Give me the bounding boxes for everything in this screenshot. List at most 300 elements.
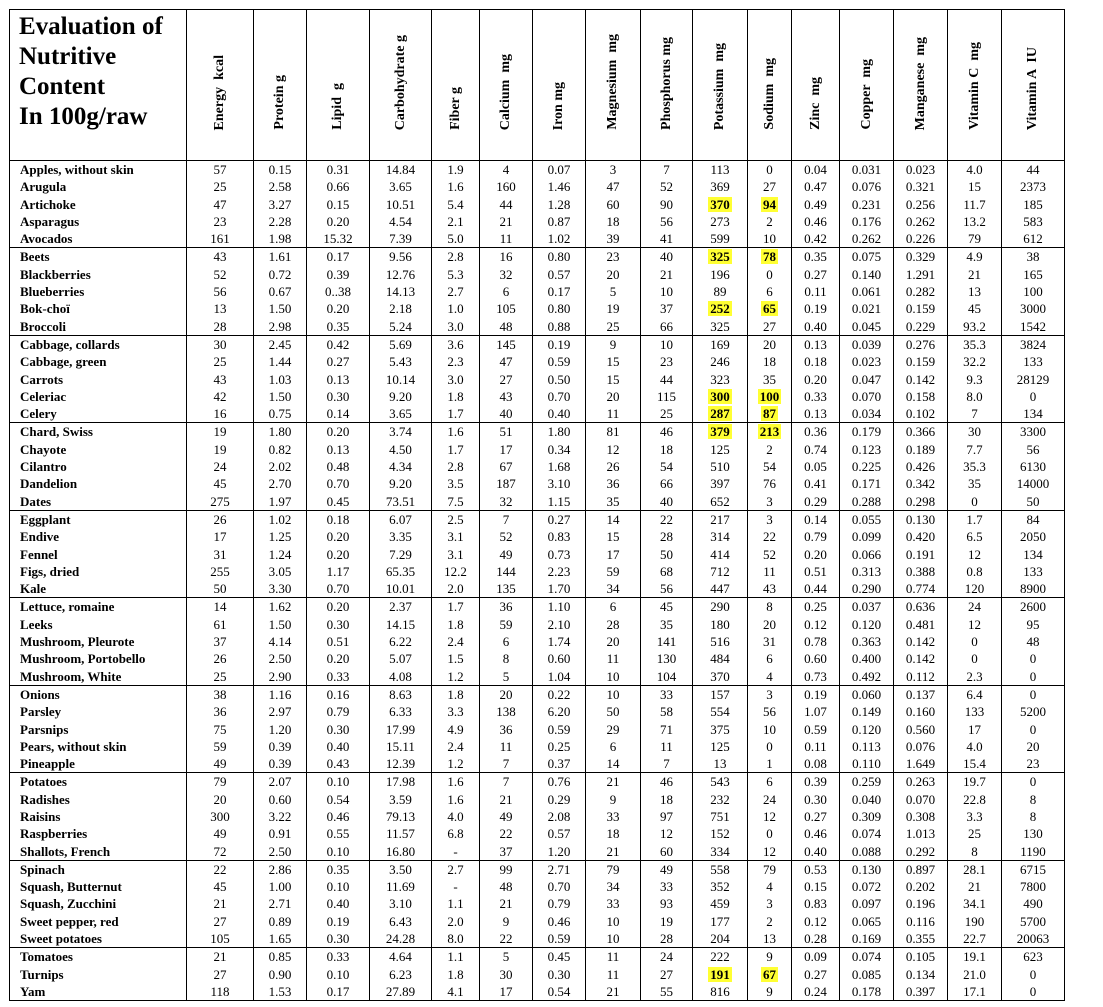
cell-vitamin-a: 133 — [1002, 563, 1065, 580]
cell-phosphorus: 56 — [641, 580, 693, 598]
cell-copper: 0.169 — [840, 930, 894, 948]
cell-fiber: 1.8 — [432, 388, 480, 405]
cell-iron: 0.46 — [533, 913, 586, 930]
cell-iron: 0.54 — [533, 983, 586, 1001]
cell-phosphorus: 22 — [641, 510, 693, 528]
cell-magnesium: 12 — [586, 441, 641, 458]
cell-vitamin-a: 14000 — [1002, 475, 1065, 492]
cell-zinc: 1.07 — [792, 703, 840, 720]
cell-manganese: 0.321 — [894, 178, 948, 195]
cell-iron: 1.70 — [533, 580, 586, 598]
cell-magnesium: 10 — [586, 913, 641, 930]
cell-iron: 1.10 — [533, 598, 586, 616]
cell-carbohydrate: 6.43 — [370, 913, 432, 930]
cell-magnesium: 29 — [586, 721, 641, 738]
table-row — [10, 895, 1065, 912]
cell-vitamin-c: 7 — [948, 405, 1002, 423]
cell-fiber: 4.0 — [432, 808, 480, 825]
cell-magnesium: 34 — [586, 878, 641, 895]
cell-phosphorus: 46 — [641, 773, 693, 791]
column-header-energy — [187, 10, 254, 161]
cell-carbohydrate: 3.10 — [370, 895, 432, 912]
cell-calcium: 21 — [480, 895, 533, 912]
cell-lipid: 0.35 — [307, 860, 370, 878]
cell-zinc: 0.13 — [792, 335, 840, 353]
cell-lipid: 0.20 — [307, 650, 370, 667]
cell-protein: 2.97 — [254, 703, 307, 720]
cell-magnesium: 36 — [586, 475, 641, 492]
cell-energy: 49 — [187, 825, 254, 842]
cell-copper: 0.088 — [840, 843, 894, 861]
cell-sodium: 9 — [748, 948, 792, 966]
cell-potassium: 177 — [693, 913, 748, 930]
cell-manganese: 0.116 — [894, 913, 948, 930]
food-name: Onions — [10, 685, 187, 703]
cell-carbohydrate: 5.69 — [370, 335, 432, 353]
cell-carbohydrate: 3.65 — [370, 405, 432, 423]
cell-zinc: 0.15 — [792, 878, 840, 895]
cell-vitamin-c: 32.2 — [948, 353, 1002, 370]
cell-vitamin-c: 22.8 — [948, 791, 1002, 808]
cell-sodium: 2 — [748, 441, 792, 458]
cell-carbohydrate: 17.98 — [370, 773, 432, 791]
header-row — [10, 10, 1065, 161]
cell-fiber: 1.0 — [432, 300, 480, 317]
cell-manganese: 0.160 — [894, 703, 948, 720]
cell-fiber: 4.9 — [432, 721, 480, 738]
cell-sodium — [748, 300, 792, 317]
highlighted-value: 379 — [710, 424, 730, 440]
cell-protein: 0.82 — [254, 441, 307, 458]
food-name: Kale — [10, 580, 187, 598]
cell-copper: 0.179 — [840, 423, 894, 441]
food-name: Pineapple — [10, 755, 187, 773]
cell-copper: 0.110 — [840, 755, 894, 773]
cell-zinc: 0.60 — [792, 650, 840, 667]
cell-protein: 2.71 — [254, 895, 307, 912]
cell-magnesium: 14 — [586, 510, 641, 528]
cell-zinc: 0.51 — [792, 563, 840, 580]
cell-magnesium: 21 — [586, 843, 641, 861]
cell-manganese: 0.226 — [894, 230, 948, 248]
cell-magnesium: 11 — [586, 948, 641, 966]
table-row — [10, 318, 1065, 336]
cell-copper: 0.149 — [840, 703, 894, 720]
cell-energy: 45 — [187, 475, 254, 492]
cell-manganese: 0.342 — [894, 475, 948, 492]
cell-sodium: 20 — [748, 616, 792, 633]
cell-copper: 0.065 — [840, 913, 894, 930]
cell-zinc: 0.28 — [792, 930, 840, 948]
cell-protein: 1.53 — [254, 983, 307, 1001]
cell-lipid: 0.10 — [307, 773, 370, 791]
table-row — [10, 633, 1065, 650]
cell-manganese: 0.481 — [894, 616, 948, 633]
cell-zinc: 0.59 — [792, 721, 840, 738]
column-header-vitamin-a — [1002, 10, 1065, 161]
cell-manganese: 0.276 — [894, 335, 948, 353]
cell-fiber: 8.0 — [432, 930, 480, 948]
column-header-zinc — [792, 10, 840, 161]
cell-sodium: 24 — [748, 791, 792, 808]
cell-copper: 0.099 — [840, 528, 894, 545]
cell-energy: 45 — [187, 878, 254, 895]
cell-manganese: 0.298 — [894, 493, 948, 511]
cell-vitamin-c: 190 — [948, 913, 1002, 930]
cell-vitamin-a: 3300 — [1002, 423, 1065, 441]
cell-energy: 49 — [187, 755, 254, 773]
highlighted-value: 100 — [759, 388, 780, 404]
column-header-label: Zinc mg — [807, 77, 823, 130]
cell-calcium: 7 — [480, 755, 533, 773]
cell-iron: 0.29 — [533, 791, 586, 808]
cell-calcium: 135 — [480, 580, 533, 598]
cell-iron: 0.22 — [533, 685, 586, 703]
cell-sodium: 79 — [748, 860, 792, 878]
cell-magnesium: 20 — [586, 388, 641, 405]
cell-protein: 1.65 — [254, 930, 307, 948]
cell-copper: 0.120 — [840, 616, 894, 633]
table-row — [10, 441, 1065, 458]
cell-magnesium: 60 — [586, 196, 641, 213]
cell-magnesium: 50 — [586, 703, 641, 720]
cell-vitamin-c: 79 — [948, 230, 1002, 248]
cell-vitamin-a: 1190 — [1002, 843, 1065, 861]
cell-protein: 0.91 — [254, 825, 307, 842]
cell-energy: 61 — [187, 616, 254, 633]
cell-carbohydrate: 5.43 — [370, 353, 432, 370]
cell-copper: 0.225 — [840, 458, 894, 475]
cell-lipid: 0.17 — [307, 983, 370, 1001]
cell-sodium: 27 — [748, 318, 792, 336]
cell-calcium: 138 — [480, 703, 533, 720]
cell-sodium: 27 — [748, 178, 792, 195]
cell-potassium: 543 — [693, 773, 748, 791]
cell-fiber: 1.9 — [432, 161, 480, 179]
highlighted-value: 370 — [710, 196, 730, 212]
cell-protein: 0.90 — [254, 966, 307, 983]
cell-calcium: 17 — [480, 983, 533, 1001]
cell-copper: 0.259 — [840, 773, 894, 791]
food-name: Beets — [10, 248, 187, 266]
cell-carbohydrate: 9.20 — [370, 475, 432, 492]
cell-potassium: 196 — [693, 266, 748, 283]
cell-carbohydrate: 14.84 — [370, 161, 432, 179]
table-row — [10, 930, 1065, 948]
cell-protein: 0.89 — [254, 913, 307, 930]
cell-carbohydrate: 4.08 — [370, 668, 432, 686]
cell-sodium: 0 — [748, 161, 792, 179]
cell-zinc: 0.08 — [792, 755, 840, 773]
cell-copper: 0.074 — [840, 948, 894, 966]
table-row — [10, 948, 1065, 966]
cell-iron: 0.79 — [533, 895, 586, 912]
cell-iron: 0.40 — [533, 405, 586, 423]
cell-lipid: 0.20 — [307, 546, 370, 563]
cell-vitamin-c: 17 — [948, 721, 1002, 738]
cell-vitamin-c: 28.1 — [948, 860, 1002, 878]
table-row — [10, 248, 1065, 266]
highlighted-value: 191 — [710, 966, 730, 982]
column-header-label: Vitamin A IU — [1025, 46, 1041, 130]
food-name: Eggplant — [10, 510, 187, 528]
cell-phosphorus: 104 — [641, 668, 693, 686]
cell-energy: 27 — [187, 966, 254, 983]
column-header-label: Magnesium mg — [605, 34, 621, 130]
cell-energy: 47 — [187, 196, 254, 213]
cell-copper: 0.076 — [840, 178, 894, 195]
cell-phosphorus: 54 — [641, 458, 693, 475]
cell-calcium: 145 — [480, 335, 533, 353]
cell-vitamin-c: 8.0 — [948, 388, 1002, 405]
cell-potassium: 375 — [693, 721, 748, 738]
cell-calcium: 11 — [480, 230, 533, 248]
column-header-label: Energy kcal — [212, 54, 228, 130]
table-row — [10, 668, 1065, 686]
cell-zinc: 0.46 — [792, 825, 840, 842]
cell-carbohydrate: 4.50 — [370, 441, 432, 458]
cell-sodium: 56 — [748, 703, 792, 720]
cell-fiber: 3.1 — [432, 528, 480, 545]
table-row — [10, 230, 1065, 248]
cell-calcium: 40 — [480, 405, 533, 423]
cell-manganese: 0.130 — [894, 510, 948, 528]
cell-carbohydrate: 27.89 — [370, 983, 432, 1001]
cell-lipid: 0.20 — [307, 213, 370, 230]
cell-vitamin-c: 93.2 — [948, 318, 1002, 336]
food-name: Squash, Zucchini — [10, 895, 187, 912]
cell-magnesium: 11 — [586, 966, 641, 983]
cell-copper: 0.021 — [840, 300, 894, 317]
cell-magnesium: 15 — [586, 528, 641, 545]
cell-manganese: 0.112 — [894, 668, 948, 686]
cell-calcium: 8 — [480, 650, 533, 667]
cell-calcium: 30 — [480, 966, 533, 983]
cell-carbohydrate: 2.37 — [370, 598, 432, 616]
cell-vitamin-c: 21.0 — [948, 966, 1002, 983]
cell-fiber: 3.3 — [432, 703, 480, 720]
cell-potassium: 232 — [693, 791, 748, 808]
cell-lipid: 0.40 — [307, 895, 370, 912]
cell-fiber: 3.5 — [432, 475, 480, 492]
cell-sodium: 2 — [748, 213, 792, 230]
cell-phosphorus: 45 — [641, 598, 693, 616]
cell-fiber: 2.1 — [432, 213, 480, 230]
cell-calcium: 16 — [480, 248, 533, 266]
cell-sodium: 3 — [748, 895, 792, 912]
cell-protein: 3.05 — [254, 563, 307, 580]
cell-calcium: 22 — [480, 930, 533, 948]
cell-vitamin-a: 5200 — [1002, 703, 1065, 720]
cell-sodium: 10 — [748, 721, 792, 738]
cell-energy: 22 — [187, 860, 254, 878]
cell-manganese: 0.263 — [894, 773, 948, 791]
food-name: Bok-choï — [10, 300, 187, 317]
cell-copper: 0.288 — [840, 493, 894, 511]
cell-zinc: 0.20 — [792, 371, 840, 388]
cell-zinc: 0.27 — [792, 966, 840, 983]
cell-phosphorus: 25 — [641, 405, 693, 423]
cell-lipid: 0.15 — [307, 196, 370, 213]
highlighted-value: 87 — [763, 406, 776, 422]
cell-iron: 0.80 — [533, 248, 586, 266]
cell-energy: 118 — [187, 983, 254, 1001]
cell-vitamin-a: 84 — [1002, 510, 1065, 528]
cell-vitamin-c: 0 — [948, 650, 1002, 667]
cell-sodium: 3 — [748, 685, 792, 703]
cell-manganese: 0.134 — [894, 966, 948, 983]
cell-magnesium: 19 — [586, 300, 641, 317]
food-name: Mushroom, Portobello — [10, 650, 187, 667]
cell-sodium: 35 — [748, 371, 792, 388]
title-line-4: In 100g/raw — [19, 103, 148, 130]
cell-potassium — [693, 388, 748, 405]
column-header-vitamin-c — [948, 10, 1002, 161]
cell-vitamin-a: 38 — [1002, 248, 1065, 266]
cell-carbohydrate: 3.59 — [370, 791, 432, 808]
cell-energy: 13 — [187, 300, 254, 317]
cell-energy: 25 — [187, 353, 254, 370]
cell-carbohydrate: 14.13 — [370, 283, 432, 300]
cell-copper: 0.040 — [840, 791, 894, 808]
cell-calcium: 48 — [480, 878, 533, 895]
cell-calcium: 6 — [480, 633, 533, 650]
food-name: Avocados — [10, 230, 187, 248]
cell-sodium — [748, 966, 792, 983]
cell-protein: 2.02 — [254, 458, 307, 475]
cell-sodium: 0 — [748, 738, 792, 755]
cell-vitamin-c: 22.7 — [948, 930, 1002, 948]
cell-manganese: 0.159 — [894, 300, 948, 317]
cell-copper: 0.400 — [840, 650, 894, 667]
cell-sodium: 1 — [748, 755, 792, 773]
cell-energy: 161 — [187, 230, 254, 248]
cell-manganese: 0.388 — [894, 563, 948, 580]
cell-energy: 26 — [187, 510, 254, 528]
cell-carbohydrate: 12.39 — [370, 755, 432, 773]
cell-energy: 23 — [187, 213, 254, 230]
cell-potassium — [693, 196, 748, 213]
food-name: Mushroom, White — [10, 668, 187, 686]
cell-iron: 0.57 — [533, 266, 586, 283]
cell-protein: 1.50 — [254, 300, 307, 317]
cell-lipid: 0.70 — [307, 580, 370, 598]
cell-carbohydrate: 16.80 — [370, 843, 432, 861]
cell-fiber: 2.8 — [432, 248, 480, 266]
cell-copper: 0.171 — [840, 475, 894, 492]
cell-fiber: 5.3 — [432, 266, 480, 283]
cell-energy: 25 — [187, 668, 254, 686]
cell-fiber: 1.8 — [432, 966, 480, 983]
cell-fiber: 5.4 — [432, 196, 480, 213]
cell-sodium: 20 — [748, 335, 792, 353]
cell-phosphorus: 10 — [641, 283, 693, 300]
cell-fiber: 2.5 — [432, 510, 480, 528]
cell-magnesium: 26 — [586, 458, 641, 475]
cell-energy: 21 — [187, 895, 254, 912]
cell-copper: 0.120 — [840, 721, 894, 738]
cell-magnesium: 15 — [586, 353, 641, 370]
cell-sodium: 0 — [748, 825, 792, 842]
cell-carbohydrate: 10.14 — [370, 371, 432, 388]
cell-zinc: 0.35 — [792, 248, 840, 266]
cell-calcium: 22 — [480, 825, 533, 842]
cell-vitamin-a: 130 — [1002, 825, 1065, 842]
cell-iron: 0.59 — [533, 930, 586, 948]
cell-iron: 1.02 — [533, 230, 586, 248]
cell-energy: 19 — [187, 441, 254, 458]
cell-calcium: 5 — [480, 948, 533, 966]
cell-vitamin-c: 133 — [948, 703, 1002, 720]
cell-carbohydrate: 6.22 — [370, 633, 432, 650]
table-row — [10, 685, 1065, 703]
cell-iron: 0.27 — [533, 510, 586, 528]
cell-sodium: 4 — [748, 668, 792, 686]
cell-energy: 105 — [187, 930, 254, 948]
column-header-label: Phosphorus mg — [658, 37, 674, 130]
cell-potassium: 484 — [693, 650, 748, 667]
cell-phosphorus: 37 — [641, 300, 693, 317]
cell-copper: 0.178 — [840, 983, 894, 1001]
cell-zinc: 0.19 — [792, 685, 840, 703]
table-row — [10, 738, 1065, 755]
cell-copper: 0.130 — [840, 860, 894, 878]
cell-protein: 4.14 — [254, 633, 307, 650]
cell-vitamin-a: 6715 — [1002, 860, 1065, 878]
cell-protein: 1.00 — [254, 878, 307, 895]
cell-vitamin-a: 0 — [1002, 721, 1065, 738]
cell-zinc: 0.29 — [792, 493, 840, 511]
cell-lipid: 0..38 — [307, 283, 370, 300]
cell-copper: 0.023 — [840, 353, 894, 370]
cell-fiber: 1.2 — [432, 668, 480, 686]
cell-zinc: 0.36 — [792, 423, 840, 441]
food-name: Raisins — [10, 808, 187, 825]
cell-copper: 0.140 — [840, 266, 894, 283]
cell-energy: 59 — [187, 738, 254, 755]
cell-phosphorus: 141 — [641, 633, 693, 650]
cell-potassium: 599 — [693, 230, 748, 248]
nutrition-table — [9, 9, 1065, 1001]
cell-protein: 0.39 — [254, 738, 307, 755]
cell-vitamin-a: 20063 — [1002, 930, 1065, 948]
cell-vitamin-c: 120 — [948, 580, 1002, 598]
cell-lipid: 0.20 — [307, 423, 370, 441]
cell-vitamin-c: 9.3 — [948, 371, 1002, 388]
cell-manganese: 0.636 — [894, 598, 948, 616]
cell-potassium: 125 — [693, 738, 748, 755]
cell-potassium: 712 — [693, 563, 748, 580]
cell-calcium: 7 — [480, 510, 533, 528]
cell-fiber: 3.0 — [432, 318, 480, 336]
cell-fiber: 3.6 — [432, 335, 480, 353]
cell-magnesium: 20 — [586, 266, 641, 283]
cell-vitamin-a: 2600 — [1002, 598, 1065, 616]
food-name: Chard, Swiss — [10, 423, 187, 441]
cell-vitamin-a: 2373 — [1002, 178, 1065, 195]
cell-fiber: 1.7 — [432, 598, 480, 616]
cell-vitamin-c: 30 — [948, 423, 1002, 441]
cell-copper: 0.075 — [840, 248, 894, 266]
cell-iron: 1.04 — [533, 668, 586, 686]
column-header-label: Calcium mg — [498, 53, 514, 130]
cell-potassium: 510 — [693, 458, 748, 475]
cell-calcium: 7 — [480, 773, 533, 791]
cell-magnesium: 23 — [586, 248, 641, 266]
cell-calcium: 99 — [480, 860, 533, 878]
cell-magnesium: 14 — [586, 755, 641, 773]
cell-zinc: 0.79 — [792, 528, 840, 545]
